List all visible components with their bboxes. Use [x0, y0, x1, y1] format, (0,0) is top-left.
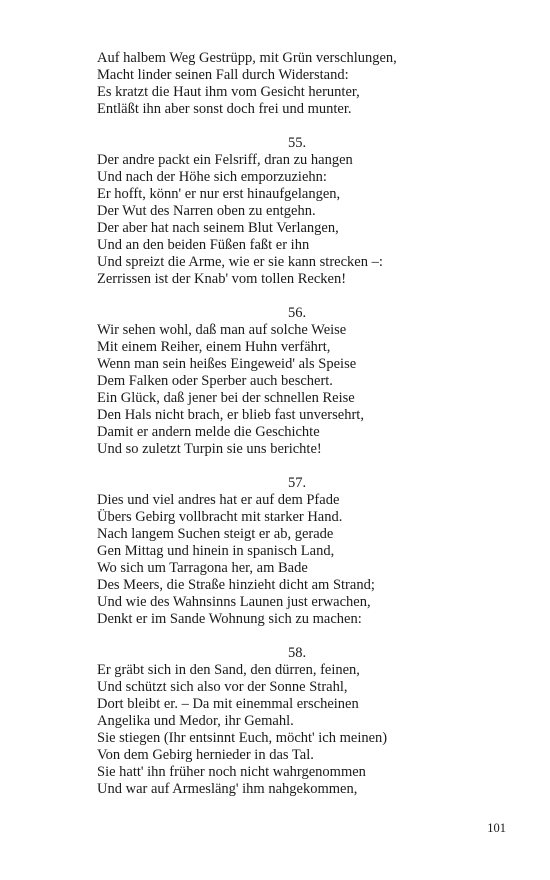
stanza-54-continued [97, 50, 517, 118]
verse-line: Mit einem Reiher, einem Huhn verfährt, [97, 339, 331, 355]
verse-line: Zerrissen ist der Knab' vom tollen Recken! [97, 271, 347, 287]
stanza-gap [97, 628, 517, 645]
verse-line: Der Wut des Narren oben zu entgehn. [97, 203, 316, 219]
verse-line: Sie stiegen (Ihr entsinnt Euch, möcht' ich meinen) [97, 730, 388, 746]
verse-line: Übers Gebirg vollbracht mit starker Hand. [97, 509, 343, 525]
stanza-55 [97, 135, 517, 288]
stanza-number: 57. [287, 475, 307, 491]
verse-line: Wo sich um Tarragona her, am Bade [97, 560, 308, 576]
verse-line: Und spreizt die Arme, wie er sie kann strecken –: [97, 254, 383, 270]
verse-line: Macht linder seinen Fall durch Widerstand: [97, 67, 349, 83]
verse-line: Auf halbem Weg Gestrüpp, mit Grün verschlungen, [97, 50, 397, 66]
verse-line: Der andre packt ein Felsriff, dran zu hangen [97, 152, 353, 168]
verse-line: Wir sehen wohl, daß man auf solche Weise [97, 322, 347, 338]
verse-line: Von dem Gebirg hernieder in das Tal. [97, 747, 314, 763]
verse-line: Dort bleibt er. – Da mit einemmal erscheinen [97, 696, 359, 712]
stanza-number: 55. [287, 135, 307, 151]
stanza-56 [97, 305, 517, 458]
verse-line: Wenn man sein heißes Eingeweid' als Speise [97, 356, 357, 372]
stanza-number: 58. [287, 645, 307, 661]
verse-line: Des Meers, die Straße hinzieht dicht am Strand; [97, 577, 375, 593]
stanza-number: 56. [287, 305, 307, 321]
page-number: 101 [487, 821, 506, 835]
verse-line: Und wie des Wahnsinns Launen just erwachen, [97, 594, 371, 610]
verse-line: Der aber hat nach seinem Blut Verlangen, [97, 220, 339, 236]
stanza-gap [97, 118, 517, 135]
verse-line: Gen Mittag und hinein in spanisch Land, [97, 543, 335, 559]
verse-line: Sie hatt' ihn früher noch nicht wahrgenommen [97, 764, 366, 780]
verse-line: Angelika und Medor, ihr Gemahl. [97, 713, 294, 729]
verse-line: Es kratzt die Haut ihm vom Gesicht herunter, [97, 84, 360, 100]
verse-line: Und an den beiden Füßen faßt er ihn [97, 237, 310, 253]
verse-line: Denkt er im Sande Wohnung sich zu machen: [97, 611, 362, 627]
verse-column [97, 50, 517, 798]
verse-line: Er gräbt sich in den Sand, den dürren, feinen, [97, 662, 360, 678]
verse-line: Und war auf Armesläng' ihm nahgekommen, [97, 781, 358, 797]
verse-line: Und so zuletzt Turpin sie uns berichte! [97, 441, 322, 457]
stanza-gap [97, 458, 517, 475]
verse-line: Nach langem Suchen steigt er ab, gerade [97, 526, 334, 542]
stanza-gap [97, 288, 517, 305]
verse-line: Entläßt ihn aber sonst doch frei und munter. [97, 101, 352, 117]
verse-line: Und schützt sich also vor der Sonne Strahl, [97, 679, 348, 695]
verse-line: Ein Glück, daß jener bei der schnellen Reise [97, 390, 355, 406]
verse-line: Er hofft, könn' er nur erst hinaufgelangen, [97, 186, 341, 202]
stanza-57 [97, 475, 517, 628]
stanza-58 [97, 645, 517, 798]
verse-line: Dies und viel andres hat er auf dem Pfade [97, 492, 340, 508]
verse-line: Damit er andern melde die Geschichte [97, 424, 320, 440]
verse-line: Den Hals nicht brach, er blieb fast unversehrt, [97, 407, 364, 423]
verse-line: Dem Falken oder Sperber auch beschert. [97, 373, 333, 389]
verse-line: Und nach der Höhe sich emporzuziehn: [97, 169, 327, 185]
